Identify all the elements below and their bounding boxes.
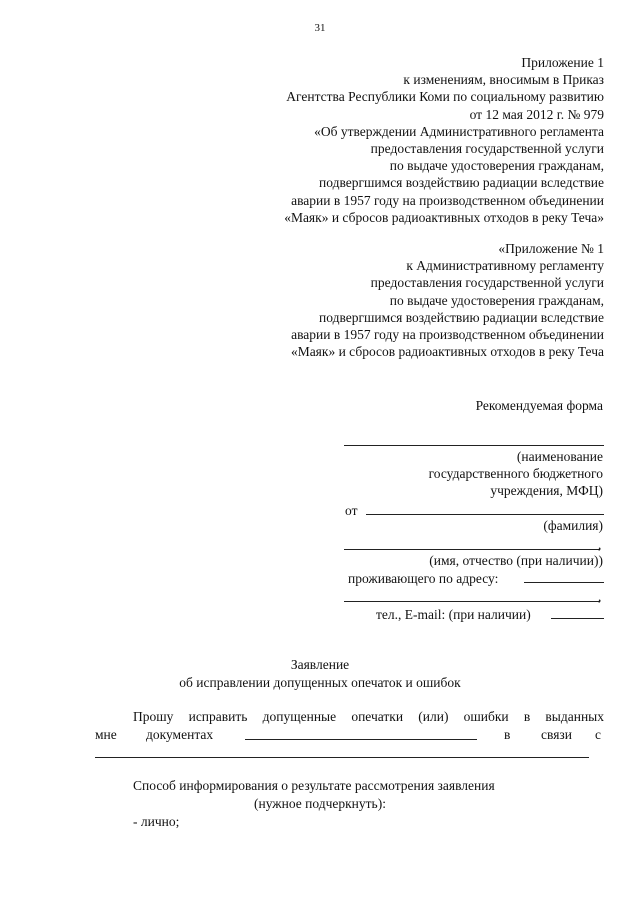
- appendix-header-line: аварии в 1957 году на производственном объединении: [291, 192, 604, 208]
- institution-caption: учреждения, МФЦ): [490, 483, 603, 498]
- method-note: (нужное подчеркнуть):: [254, 796, 386, 811]
- name-line: [344, 549, 600, 550]
- request-line: Прошу исправить допущенные опечатки (или) ошибки в выданных: [133, 709, 604, 724]
- institution-caption: (наименование: [516, 449, 603, 464]
- appendix-header-line: предоставления государственной услуги: [370, 141, 604, 157]
- appendix-inner-line: по выдаче удостоверения гражданам,: [389, 292, 604, 308]
- appendix-header-line: «Об утверждении Административного регламента: [314, 123, 604, 139]
- sender-line: [366, 514, 604, 515]
- appendix-inner: [184, 240, 604, 360]
- word-s: с: [595, 727, 601, 742]
- appendix-header-line: «Маяк» и сбросов радиоактивных отходов в реку Теча»: [284, 209, 604, 225]
- documents-line: [245, 739, 477, 740]
- appendix-header: [184, 54, 604, 226]
- page-number: 31: [314, 22, 326, 34]
- comma: ,: [598, 589, 602, 604]
- appendix-header-line: по выдаче удостоверения гражданам,: [389, 158, 604, 174]
- appendix-header-line: к изменениям, вносимым в Приказ: [403, 72, 604, 88]
- word-svyazi: связи: [541, 727, 572, 742]
- option-in-person: - лично;: [133, 814, 180, 829]
- institution-caption: государственного бюджетного: [428, 466, 603, 481]
- recommended-form-label: Рекомендуемая форма: [475, 398, 603, 413]
- appendix-inner-line: «Маяк» и сбросов радиоактивных отходов в реку Теча: [290, 344, 604, 360]
- address-line: [524, 582, 604, 583]
- word-mne: мне: [95, 727, 117, 742]
- appendix-header-line: Приложение 1: [521, 55, 604, 70]
- surname-caption: (фамилия): [543, 518, 603, 533]
- appendix-header-line: Агентства Республики Коми по социальному развитию: [286, 89, 604, 105]
- appendix-inner-line: «Приложение № 1: [498, 241, 604, 256]
- contacts-line: [551, 618, 604, 619]
- contacts-label: тел., E-mail: (при наличии): [376, 607, 531, 622]
- document-title: Заявление: [290, 657, 350, 672]
- word-v: в: [504, 727, 511, 742]
- from-label: от: [345, 503, 358, 518]
- word-documents: документах: [146, 727, 214, 742]
- address-label: проживающего по адресу:: [348, 571, 499, 586]
- reason-line: [95, 757, 589, 758]
- appendix-inner-line: аварии в 1957 году на производственном объединении: [291, 327, 604, 343]
- comma: ,: [598, 537, 602, 552]
- appendix-header-line: от 12 мая 2012 г. № 979: [469, 106, 604, 122]
- method-line: Способ информирования о результате рассмотрения заявления: [133, 778, 495, 793]
- name-caption: (имя, отчество (при наличии)): [429, 553, 603, 568]
- appendix-header-line: подвергшимся воздействию радиации вследствие: [319, 175, 604, 191]
- document-subtitle: об исправлении допущенных опечаток и ошибок: [179, 675, 461, 690]
- appendix-inner-line: к Административному регламенту: [406, 258, 604, 274]
- appendix-inner-line: предоставления государственной услуги: [370, 275, 604, 291]
- appendix-inner-line: подвергшимся воздействию радиации вследствие: [319, 309, 604, 325]
- address-line-2: [344, 601, 600, 602]
- institution-line: [344, 445, 604, 446]
